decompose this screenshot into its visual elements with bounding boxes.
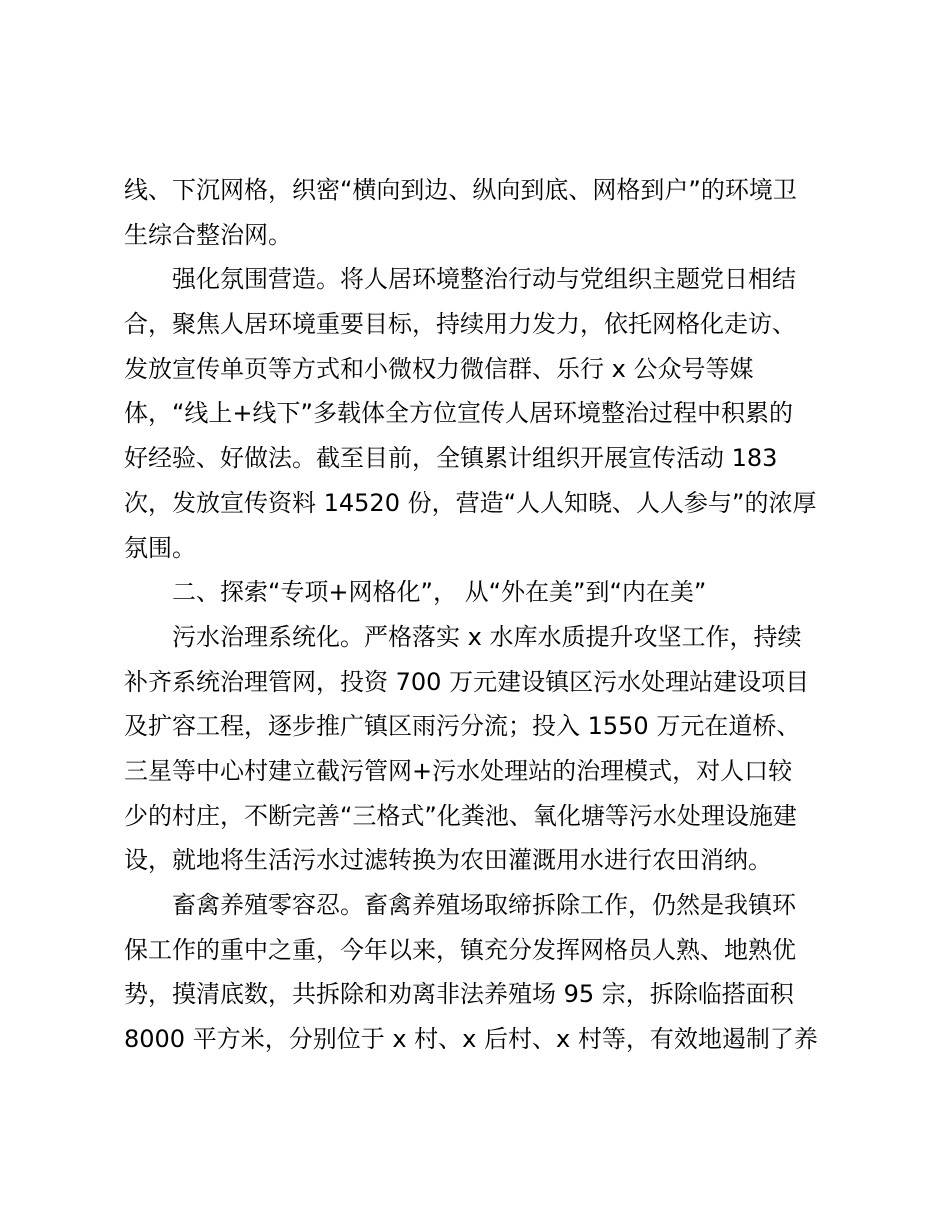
text-line: 保工作的重中之重，今年以来，镇充分发挥网格员人熟、地熟优 xyxy=(124,935,796,964)
paragraph-start-line: 畜禽养殖零容忍。畜禽养殖场取缔拆除工作，仍然是我镇环 xyxy=(172,891,796,919)
paragraph-start-line: 强化氛围营造。将人居环境整治行动与党组织主题党日相结 xyxy=(172,265,796,294)
paragraph-start-line: 污水治理系统化。严格落实 x 水库水质提升攻坚工作，持续 xyxy=(172,622,802,651)
text-line: 补齐系统治理管网，投资 700 万元建设镇区污水处理站建设项目 xyxy=(124,667,810,696)
text-line: 势，摸清底数，共拆除和劝离非法养殖场 95 宗，拆除临搭面积 xyxy=(124,980,794,1009)
text-line: 好经验、好做法。截至目前，全镇累计组织开展宣传活动 183 xyxy=(124,444,778,473)
text-line: 生综合整治网。 xyxy=(124,220,292,249)
text-line: 及扩容工程，逐步推广镇区雨污分流；投入 1550 万元在道桥、 xyxy=(124,712,801,741)
text-line: 体，“线上+线下”多载体全方位宣传人居环境整治过程中积累的 xyxy=(124,399,793,428)
text-line: 设，就地将生活污水过滤转换为农田灌溉用水进行农田消纳。 xyxy=(124,846,772,875)
text-line: 氛围。 xyxy=(124,533,196,562)
text-line: 8000 平方米，分别位于 x 村、x 后村、x 村等，有效地遏制了养 xyxy=(124,1025,818,1054)
text-line: 少的村庄，不断完善“三格式”化粪池、氧化塘等污水处理设施建 xyxy=(124,801,797,830)
text-line: 发放宣传单页等方式和小微权力微信群、乐行 x 公众号等媒 xyxy=(124,354,754,383)
text-line: 线、下沉网格，织密“横向到边、纵向到底、网格到户”的环境卫 xyxy=(124,176,797,204)
section-heading: 二、探索“专项+网格化”， 从“外在美”到“内在美” xyxy=(172,578,707,607)
text-line: 三星等中心村建立截污管网+污水处理站的治理模式，对人口较 xyxy=(124,756,793,785)
text-line: 合，聚焦人居环境重要目标，持续用力发力，依托网格化走访、 xyxy=(124,310,796,339)
text-line: 次，发放宣传资料 14520 份，营造“人人知晓、人人参与”的浓厚 xyxy=(124,488,817,517)
document-body xyxy=(124,168,830,1062)
